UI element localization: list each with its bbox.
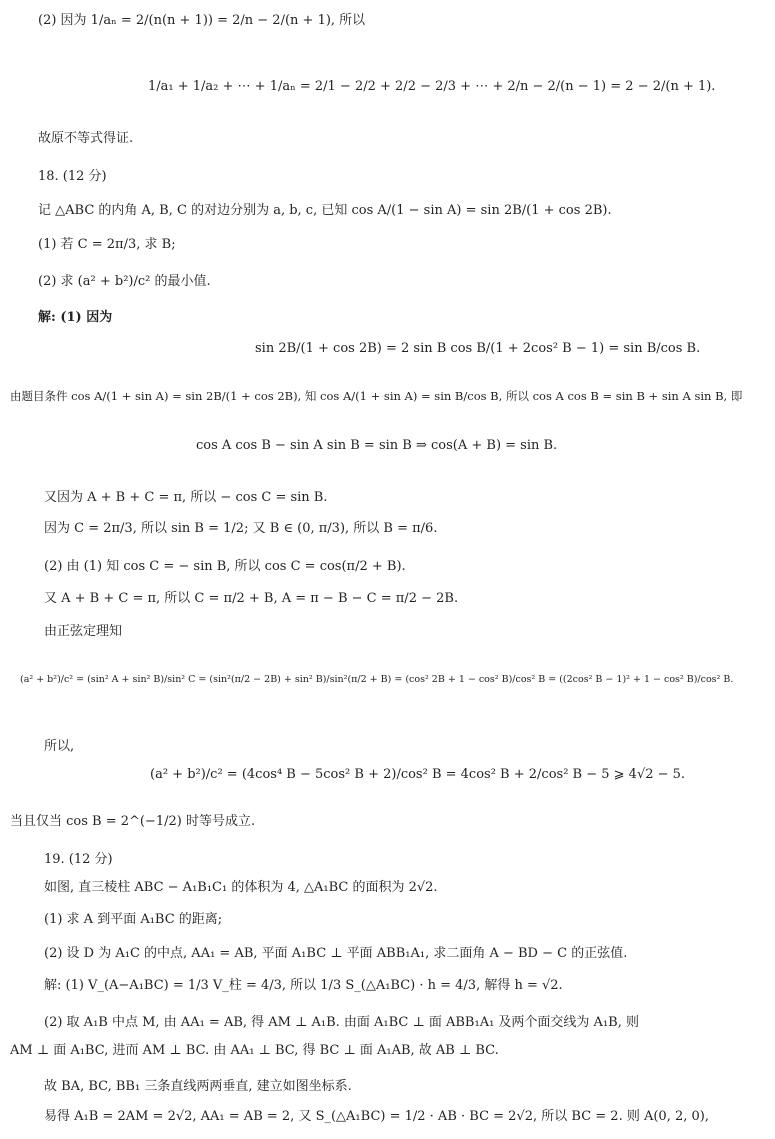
- text-line-l10: 由题目条件 cos A/(1 + sin A) = sin 2B/(1 + cos 2B), 知 cos A/(1 + sin A) = sin B/cos B, 所以 cos A cos B = sin B + sin A sin B, 即: [10, 389, 743, 403]
- text-line-l24: (2) 设 D 为 A₁C 的中点, AA₁ = AB, 平面 A₁BC ⊥ 平面 ABB₁A₁, 求二面角 A − BD − C 的正弦值.: [44, 946, 628, 961]
- text-line-l07: (2) 求 (a² + b²)/c² 的最小值.: [38, 274, 211, 289]
- text-line-l21: 19. (12 分): [44, 852, 113, 867]
- text-line-l04: 18. (12 分): [38, 169, 107, 184]
- text-line-l01: (2) 因为 1/aₙ = 2/(n(n + 1)) = 2/n − 2/(n + 1), 所以: [38, 13, 366, 28]
- text-line-l09: sin 2B/(1 + cos 2B) = 2 sin B cos B/(1 + 2cos² B − 1) = sin B/cos B.: [255, 341, 701, 356]
- text-line-l27: AM ⊥ 面 A₁BC, 进而 AM ⊥ BC. 由 AA₁ ⊥ BC, 得 BC ⊥ 面 A₁AB, 故 AB ⊥ BC.: [10, 1043, 499, 1058]
- text-line-l14: (2) 由 (1) 知 cos C = − sin B, 所以 cos C = cos(π/2 + B).: [44, 559, 406, 574]
- text-line-l28: 故 BA, BC, BB₁ 三条直线两两垂直, 建立如图坐标系.: [44, 1079, 352, 1094]
- text-line-l08: 解: (1) 因为: [38, 310, 113, 325]
- text-line-l29: 易得 A₁B = 2AM = 2√2, AA₁ = AB = 2, 又 S_(△A₁BC) = 1/2 · AB · BC = 2√2, 所以 BC = 2. 则 A(0, 2, 0),: [44, 1109, 709, 1124]
- text-line-l05: 记 △ABC 的内角 A, B, C 的对边分别为 a, b, c, 已知 cos A/(1 − sin A) = sin 2B/(1 + cos 2B).: [38, 203, 612, 218]
- text-line-l11: cos A cos B − sin A sin B = sin B ⇒ cos(A + B) = sin B.: [196, 438, 558, 453]
- text-line-l20: 当且仅当 cos B = 2^(−1/2) 时等号成立.: [10, 814, 256, 829]
- text-line-l22: 如图, 直三棱柱 ABC − A₁B₁C₁ 的体积为 4, △A₁BC 的面积为 2√2.: [44, 880, 438, 895]
- text-line-l03: 故原不等式得证.: [38, 131, 134, 146]
- text-line-l19: (a² + b²)/c² = (4cos⁴ B − 5cos² B + 2)/cos² B = 4cos² B + 2/cos² B − 5 ⩾ 4√2 − 5.: [150, 767, 686, 782]
- text-line-l13: 因为 C = 2π/3, 所以 sin B = 1/2; 又 B ∈ (0, π/3), 所以 B = π/6.: [44, 521, 438, 536]
- text-line-l23: (1) 求 A 到平面 A₁BC 的距离;: [44, 912, 223, 927]
- text-line-l16: 由正弦定理知: [44, 624, 123, 639]
- text-line-l02: 1/a₁ + 1/a₂ + ⋯ + 1/aₙ = 2/1 − 2/2 + 2/2 − 2/3 + ⋯ + 2/n − 2/(n − 1) = 2 − 2/(n + 1).: [148, 79, 716, 94]
- text-line-l26: (2) 取 A₁B 中点 M, 由 AA₁ = AB, 得 AM ⊥ A₁B. 由面 A₁BC ⊥ 面 ABB₁A₁ 及两个面交线为 A₁B, 则: [44, 1015, 639, 1030]
- text-line-l15: 又 A + B + C = π, 所以 C = π/2 + B, A = π − B − C = π/2 − 2B.: [44, 591, 459, 606]
- text-line-l12: 又因为 A + B + C = π, 所以 − cos C = sin B.: [44, 490, 328, 505]
- text-line-l17: (a² + b²)/c² = (sin² A + sin² B)/sin² C = (sin²(π/2 − 2B) + sin² B)/sin²(π/2 + B) = (cos² 2B + 1 − cos² B)/cos² B = ((2cos² B − 1)² + 1 − cos² B)/cos² B.: [20, 674, 734, 685]
- text-line-l25: 解: (1) V_(A−A₁BC) = 1/3 V_柱 = 4/3, 所以 1/3 S_(△A₁BC) · h = 4/3, 解得 h = √2.: [44, 978, 563, 993]
- text-line-l06: (1) 若 C = 2π/3, 求 B;: [38, 237, 176, 252]
- text-line-l18: 所以,: [44, 739, 75, 754]
